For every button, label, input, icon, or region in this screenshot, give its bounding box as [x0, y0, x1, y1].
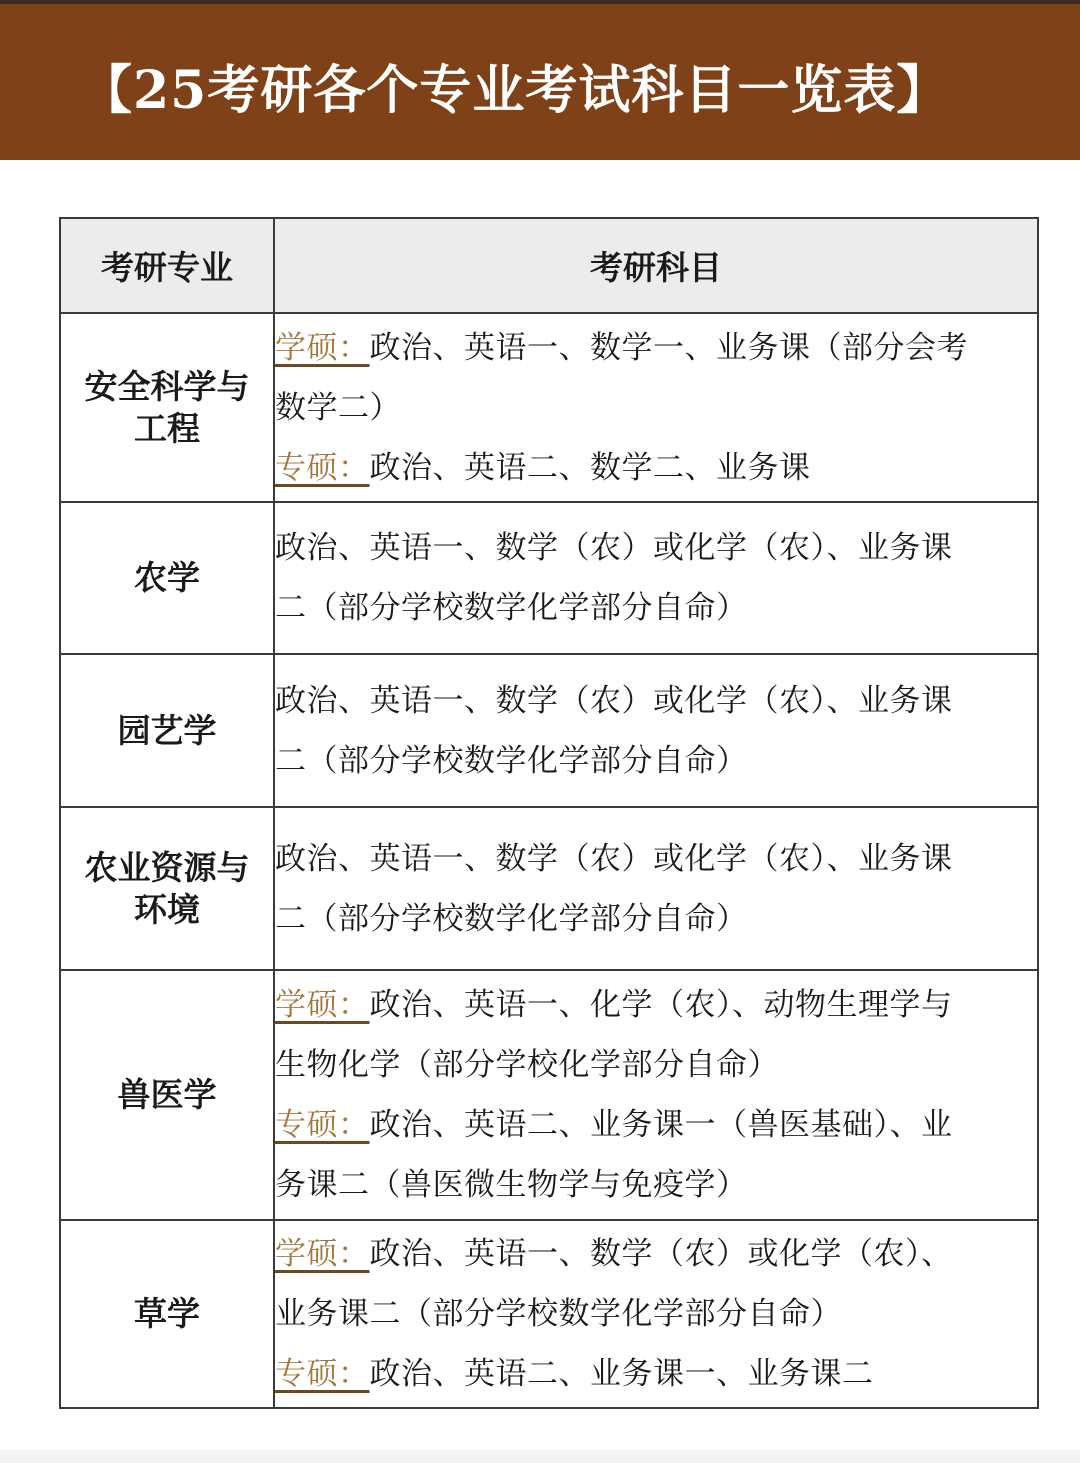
subject-line [275, 1095, 1037, 1155]
subject-text: 政治、英语一、数学（农）或化学（农）、 [369, 1236, 953, 1272]
major-name: 环境 [134, 889, 200, 929]
subjects-cell [274, 1220, 1038, 1408]
major-name: 兽医学 [117, 1075, 217, 1114]
subject-text: 政治、英语二、业务课一、业务课二 [369, 1356, 874, 1392]
degree-type-label: 学硕： [275, 1236, 370, 1272]
subjects-cell [274, 970, 1038, 1220]
subject-line [275, 1344, 1037, 1404]
table-row [60, 502, 1038, 654]
table-header-row [60, 218, 1038, 313]
table-row [60, 313, 1038, 502]
major-cell [60, 1220, 274, 1408]
table-row [60, 807, 1038, 970]
degree-type-label: 专硕： [275, 449, 370, 486]
subjects-cell [274, 502, 1038, 654]
subject-text: 二（部分学校数学化学部分自命） [275, 742, 748, 779]
subject-line [275, 1155, 1037, 1215]
subject-line [275, 1035, 1037, 1095]
subject-text: 二（部分学校数学化学部分自命） [275, 590, 748, 626]
major-cell [60, 313, 274, 502]
table-row [60, 970, 1038, 1220]
major-name: 园艺学 [117, 710, 217, 750]
subject-line [275, 671, 1037, 731]
subject-line [275, 1284, 1037, 1344]
degree-type-label: 专硕： [275, 1356, 370, 1392]
subject-line [275, 578, 1037, 638]
subject-text: 业务课二（部分学校数学化学部分自命） [275, 1296, 842, 1332]
page-title: 【25考研各个专业考试科目一览表】 [80, 60, 950, 121]
subject-line [275, 829, 1037, 889]
subjects-cell [274, 807, 1038, 970]
subject-line [275, 1224, 1037, 1284]
subjects-cell [274, 313, 1038, 502]
subject-line [275, 318, 1037, 378]
subject-text: 政治、英语一、化学（农）、动物生理学与 [369, 987, 953, 1023]
title-banner [0, 4, 1080, 160]
subject-line [275, 378, 1037, 438]
major-name: 农学 [134, 558, 200, 597]
header-major: 考研专业 [60, 218, 274, 313]
subject-line [275, 438, 1037, 498]
subjects-cell [274, 654, 1038, 807]
subject-text: 政治、英语一、数学一、业务课（部分会考 [369, 329, 968, 366]
subject-line [275, 889, 1037, 949]
major-name: 安全科学与 [84, 366, 250, 406]
major-name: 农业资源与 [84, 847, 250, 887]
degree-type-label: 学硕： [275, 329, 370, 366]
subject-text: 务课二（兽医微生物学与免疫学） [275, 1167, 748, 1203]
major-cell [60, 502, 274, 654]
header-subjects: 考研科目 [274, 218, 1038, 313]
subject-text: 生物化学（部分学校化学部分自命） [275, 1047, 779, 1083]
bottom-strip [0, 1450, 1080, 1463]
table-row [60, 654, 1038, 807]
table-row [60, 1220, 1038, 1408]
subject-line [275, 731, 1037, 791]
subject-line [275, 975, 1037, 1035]
major-cell [60, 807, 274, 970]
degree-type-label: 专硕： [275, 1107, 370, 1143]
exam-subjects-table [59, 217, 1039, 1409]
major-cell [60, 970, 274, 1220]
subject-text: 政治、英语二、业务课一（兽医基础）、业 [369, 1107, 953, 1143]
major-name: 草学 [134, 1294, 200, 1333]
subject-text: 政治、英语一、数学（农）或化学（农）、业务课 [275, 682, 953, 719]
degree-type-label: 学硕： [275, 987, 370, 1023]
subject-text: 二（部分学校数学化学部分自命） [275, 900, 748, 937]
major-cell [60, 654, 274, 807]
subject-text: 政治、英语二、数学二、业务课 [369, 449, 811, 486]
subject-text: 政治、英语一、数学（农）或化学（农）、业务课 [275, 840, 953, 877]
major-name: 工程 [134, 408, 200, 448]
subject-text: 政治、英语一、数学（农）或化学（农）、业务课 [275, 530, 953, 566]
subject-text: 数学二） [275, 389, 401, 426]
subject-line [275, 518, 1037, 578]
